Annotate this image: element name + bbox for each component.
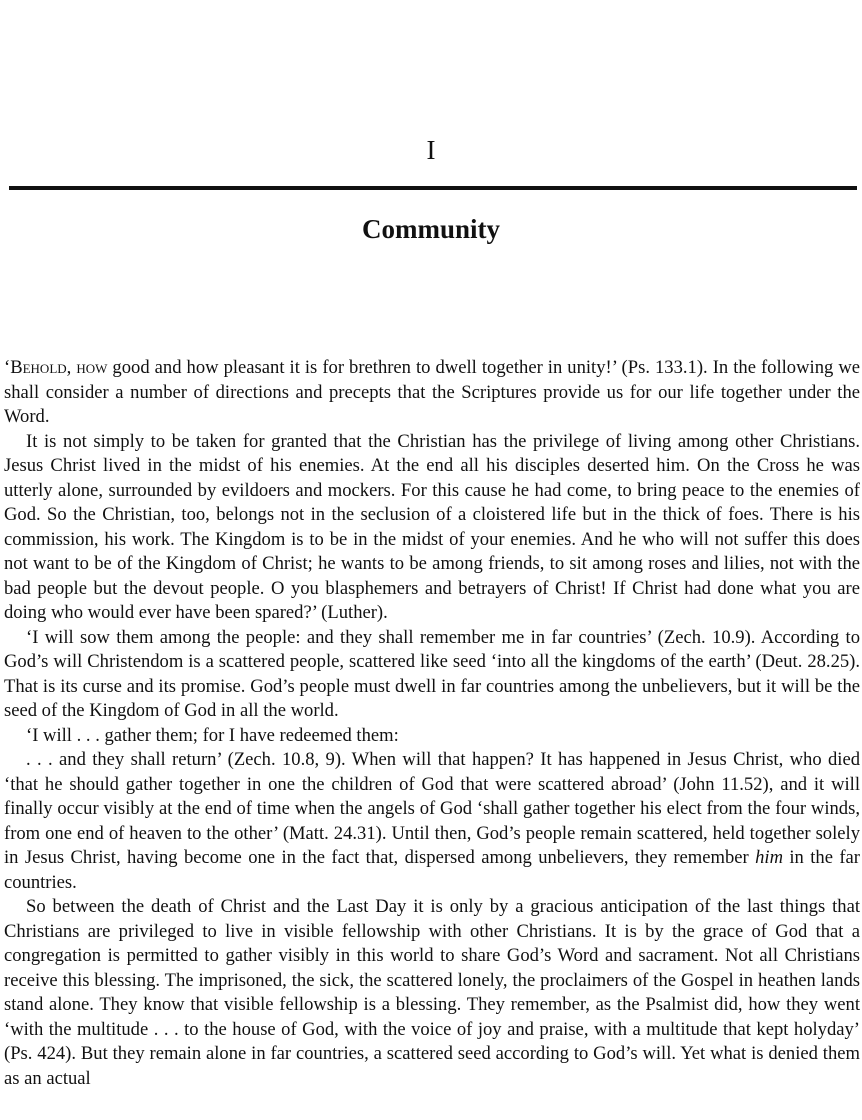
paragraph-6: So between the death of Christ and the Last Day it is only by a gracious anticipation of the last things that Christians are privileged to live in visible fellowship with other Christians. It is by the grace of God that a congregation is permitted to gather visibly in this world to share God’s Word and sacrament. Not all Christians receive this blessing. The imprisoned, the sick, the scattered lonely, the proclaimers of the Gospel in heathen lands stand alone. They know that visible fellowship is a blessing. They remember, as the Psalmist did, how they went ‘with the multitude . . . to the house of God, with the voice of joy and praise, with a multitude that kept holyday’ (Ps. 424). But they remain alone in far countries, a scattered seed according to God’s will. Yet what is denied them as an actual bbox=[4, 896, 860, 1089]
chapter-number: I bbox=[426, 135, 436, 165]
paragraph-4: ‘I will . . . gather them; for I have redeemed them: bbox=[26, 724, 399, 746]
chapter-title: Community bbox=[361, 214, 500, 244]
chapter-rule bbox=[9, 186, 857, 190]
body-text bbox=[4, 356, 860, 1091]
p1-open-quote: ‘ bbox=[4, 357, 11, 378]
p1-rest: good and how pleasant it is for brethren to dwell together in unity!’ (Ps. 133.1). In the following we shall consider a number of directions and precepts that the Scriptures provide us for our life together under the Word. bbox=[4, 357, 860, 427]
p5-before: . . . and they shall return’ (Zech. 10.8, 9). When will that happen? It has happened in Jesus Christ, who died ‘that he should gather together in one the children of God that were scattered abroad’ (John 11.52), and it will finally occur visibly at the end of time when the angels of God ‘shall gather together his elect from the four winds, from one end of heaven to the other’ (Matt. 24.31). Until then, God’s people remain scattered, held together solely in Jesus Christ, having become one in the fact that, dispersed among unbelievers, they remember bbox=[4, 749, 860, 868]
p1-smallcaps: Behold, how bbox=[10, 357, 108, 378]
p5-after: in the far countries. bbox=[4, 847, 860, 893]
paragraph-2: It is not simply to be taken for granted that the Christian has the privilege of living among other Christians. Jesus Christ lived in the midst of his enemies. At the end all his disciples deserted him. On the Cross he was utterly alone, surrounded by evildoers and mockers. For this cause he had come, to bring peace to the enemies of God. So the Christian, too, belongs not in the seclusion of a cloistered life but in the thick of foes. There is his commission, his work. The Kingdom is to be in the midst of your enemies. And he who will not suffer this does not want to be of the Kingdom of Christ; he wants to be among friends, to sit among roses and lilies, not with the bad people but the devout people. O you blasphemers and betrayers of Christ! If Christ had done what you are doing who would ever have been spared?’ (Luther). bbox=[4, 430, 860, 623]
paragraph-1 bbox=[4, 356, 860, 430]
p5-italic: him bbox=[755, 847, 783, 868]
paragraph-5 bbox=[4, 748, 860, 895]
paragraph-3: ‘I will sow them among the people: and they shall remember me in far countries’ (Zech. 10.9). According to God’s will Christendom is a scattered people, scattered like seed ‘into all the kingdoms of the earth’ (Deut. 28.25). That is its curse and its promise. God’s people must dwell in far countries among the unbelievers, but it will be the seed of the Kingdom of God in all the world. bbox=[4, 626, 860, 721]
